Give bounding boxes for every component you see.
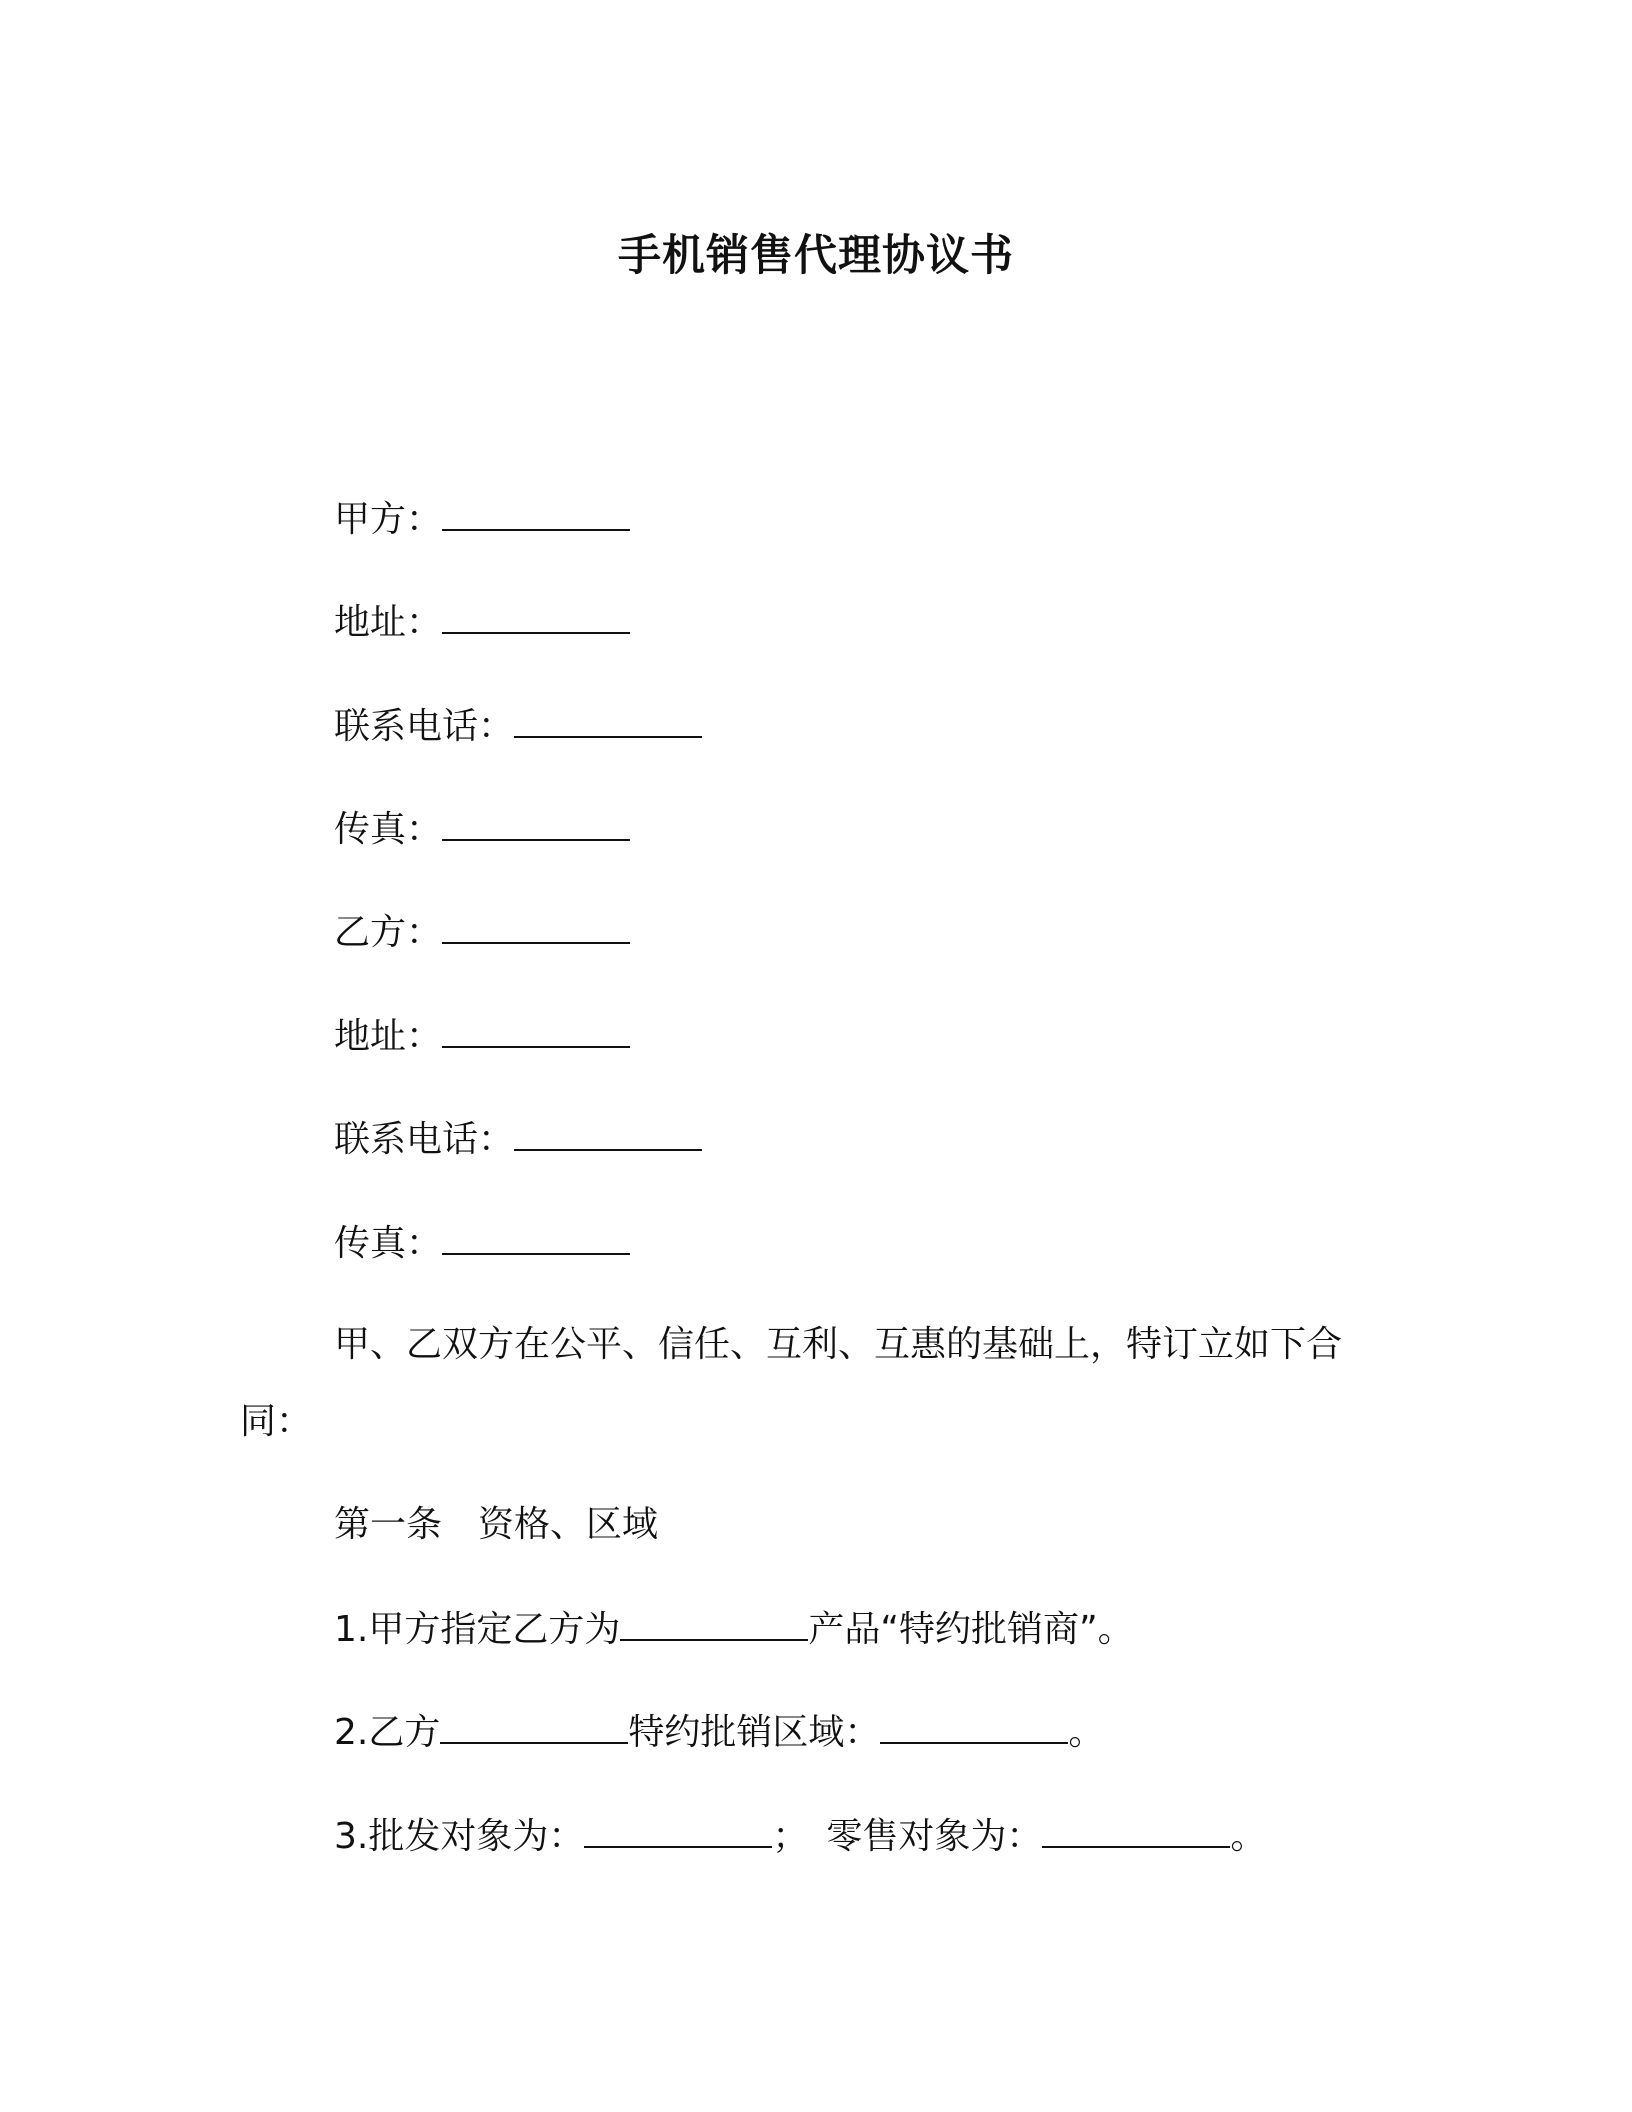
- item-1-text-pre: 1.甲方指定乙方为: [334, 1609, 621, 1650]
- item-2-text-mid: 特约批销区域：: [628, 1712, 881, 1753]
- item-3-text-post: 。: [1230, 1816, 1267, 1857]
- document-title: 手机销售代理协议书: [618, 231, 1014, 281]
- party-a-address-blank: [442, 600, 630, 634]
- item-3-retail-blank: [1042, 1814, 1230, 1848]
- party-b-address-label: 地址：: [334, 1016, 443, 1057]
- party-a-fax-line: [334, 807, 630, 852]
- party-a-phone-line: [334, 704, 702, 749]
- party-b-name-label: 乙方：: [334, 912, 443, 953]
- party-b-address-blank: [442, 1014, 630, 1048]
- item-2-region-blank: [880, 1710, 1068, 1744]
- article-1-item-2: [334, 1710, 1104, 1755]
- party-a-phone-blank: [514, 704, 702, 738]
- party-b-name-line: [334, 910, 630, 955]
- party-a-address-line: [334, 600, 630, 645]
- item-2-text-post: 。: [1068, 1712, 1105, 1753]
- preamble-line-2: 同：: [240, 1401, 313, 1442]
- party-a-name-line: [334, 497, 630, 542]
- party-a-address-label: 地址：: [334, 602, 443, 643]
- party-a-name-blank: [442, 497, 630, 531]
- item-3-text-pre: 3.批发对象为：: [334, 1816, 585, 1857]
- party-a-fax-label: 传真：: [334, 809, 443, 850]
- party-b-phone-blank: [514, 1117, 702, 1151]
- item-3-text-mid: ； 零售对象为：: [772, 1816, 1043, 1857]
- item-2-text-pre: 2.乙方: [334, 1712, 441, 1753]
- item-1-product-blank: [620, 1607, 808, 1641]
- article-1-item-1: [334, 1607, 1134, 1652]
- article-1-heading: 第一条 资格、区域: [334, 1504, 659, 1545]
- party-b-fax-label: 传真：: [334, 1223, 443, 1264]
- party-b-fax-blank: [442, 1221, 630, 1255]
- party-a-fax-blank: [442, 807, 630, 841]
- party-b-fax-line: [334, 1221, 630, 1266]
- item-2-first-blank: [440, 1710, 628, 1744]
- party-b-address-line: [334, 1014, 630, 1059]
- party-a-phone-label: 联系电话：: [334, 706, 515, 747]
- preamble-line-1: 甲、乙双方在公平、信任、互利、互惠的基础上，特订立如下合: [334, 1324, 1343, 1365]
- item-3-wholesale-blank: [584, 1814, 772, 1848]
- article-1-item-3: [334, 1814, 1266, 1859]
- party-b-phone-label: 联系电话：: [334, 1119, 515, 1160]
- party-b-name-blank: [442, 910, 630, 944]
- item-1-text-post: 产品“特约批销商”。: [808, 1609, 1134, 1650]
- party-a-name-label: 甲方：: [334, 499, 443, 540]
- party-b-phone-line: [334, 1117, 702, 1162]
